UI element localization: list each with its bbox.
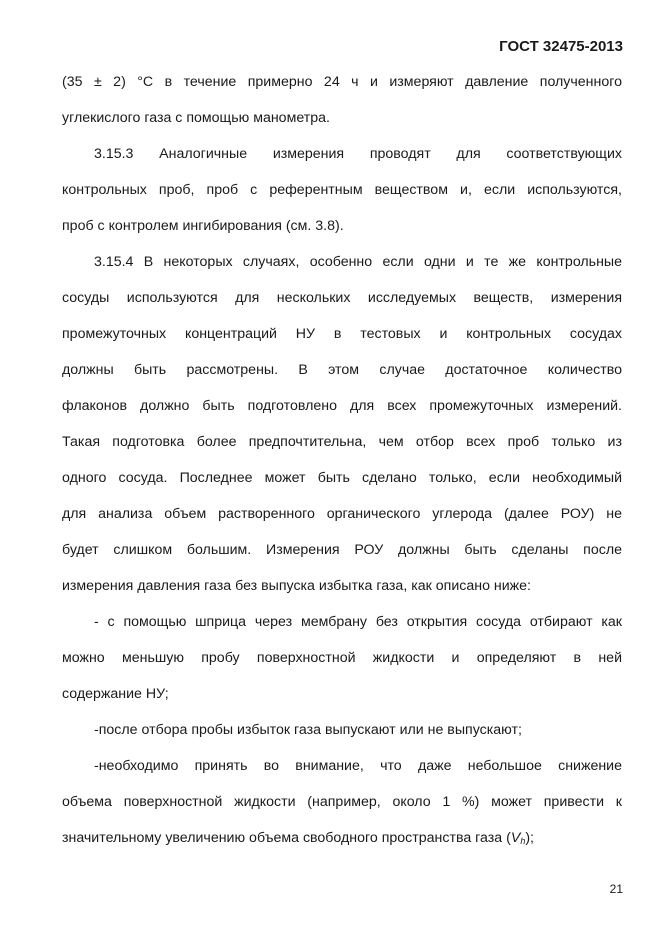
- text-line: для анализа объем растворенного органического углерода (далее РОУ) не: [62, 506, 622, 522]
- text-line-with-symbol: [62, 820, 622, 856]
- text-line: сосуды используются для нескольких исследуемых веществ, измерения: [62, 290, 622, 306]
- symbol-subscript: h: [520, 836, 526, 846]
- list-item-2: -после отбора пробы избыток газа выпускают или не выпускают;: [94, 722, 522, 738]
- symbol-main: V: [510, 830, 521, 846]
- page-number: 21: [609, 882, 623, 896]
- paragraph-3-15-4-start: 3.15.4 В некоторых случаях, особенно если одни и те же контрольные: [94, 254, 622, 270]
- text-line: объема поверхностной жидкости (например, около 1 %) может привести к: [62, 794, 622, 810]
- text-line: измерения давления газа без выпуска избытка газа, как описано ниже:: [62, 578, 531, 594]
- text-line: будет слишком большим. Измерения РОУ должны быть сделаны после: [62, 542, 622, 558]
- text-line: проб с контролем ингибирования (см. 3.8).: [62, 218, 344, 234]
- text-line: промежуточных концентраций НУ в тестовых и контрольных сосудах: [62, 326, 622, 342]
- document-body: [62, 64, 622, 856]
- text-line: одного сосуда. Последнее может быть сделано только, если необходимый: [62, 470, 622, 486]
- text-line: должны быть рассмотрены. В этом случае достаточное количество: [62, 362, 622, 378]
- list-item-3-start: -необходимо принять во внимание, что даже небольшое снижение: [94, 758, 622, 774]
- text-fragment: значительному увеличению объема свободного пространства газа (: [62, 830, 511, 846]
- text-line: Такая подготовка более предпочтительна, чем отбор всех проб только из: [62, 434, 622, 450]
- text-fragment-end: );: [525, 830, 534, 846]
- paragraph-3-15-3-start: 3.15.3 Аналогичные измерения проводят для соответствующих: [94, 146, 622, 162]
- text-line: можно меньшую пробу поверхностной жидкости и определяют в ней: [62, 650, 622, 666]
- list-item-1-start: - с помощью шприца через мембрану без открытия сосуда отбирают как: [94, 614, 622, 630]
- volume-headspace-symbol: [511, 830, 525, 846]
- text-line: содержание НУ;: [62, 686, 169, 702]
- text-line: (35 ± 2) °С в течение примерно 24 ч и измеряют давление полученного: [62, 74, 622, 90]
- text-line: контрольных проб, проб с референтным веществом и, если используются,: [62, 182, 622, 198]
- text-line: углекислого газа с помощью манометра.: [62, 110, 330, 126]
- text-line: флаконов должно быть подготовлено для всех промежуточных измерений.: [62, 398, 622, 414]
- document-header: ГОСТ 32475-2013: [499, 38, 623, 55]
